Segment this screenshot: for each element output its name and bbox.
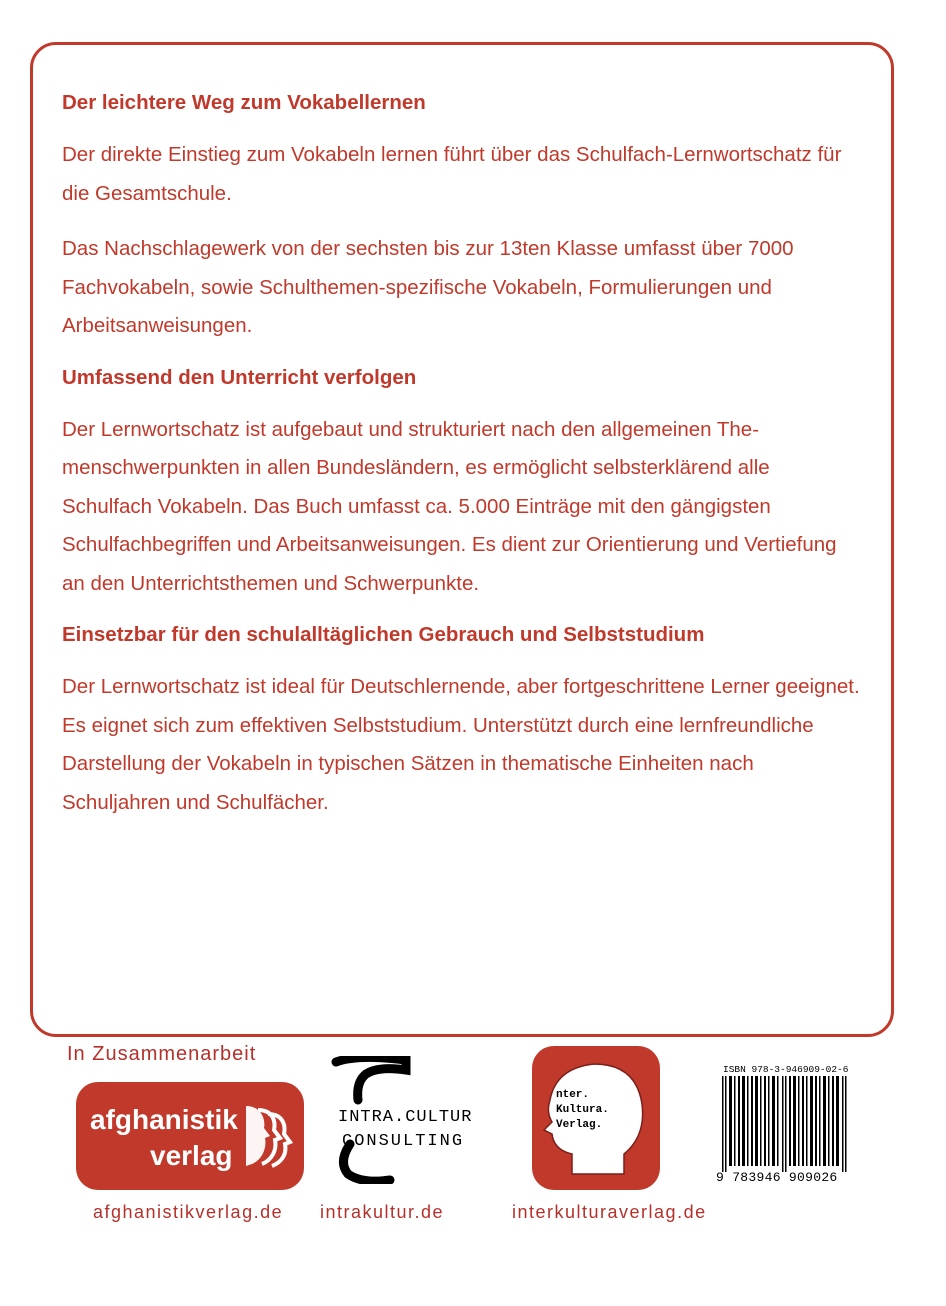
interkultura-line3: Verlag. <box>556 1119 603 1131</box>
isbn-label: ISBN 978-3-946909-02-6 <box>723 1064 849 1075</box>
interkultura-text <box>556 1088 609 1133</box>
barcode-digits: 9 783946 909026 <box>716 1170 838 1185</box>
afghanistik-logo-line1: afghanistik <box>90 1104 238 1135</box>
afghanistik-url-link[interactable]: afghanistikverlag.de <box>93 1202 284 1222</box>
text-content <box>62 88 862 839</box>
interkultura-verlag-logo[interactable] <box>532 1046 660 1190</box>
interkultura-line2: Kultura. <box>556 1104 609 1116</box>
section-2-paragraph-1: Der Lernwortschatz ist aufgebaut und strukturiert nach den allgemeinen Themenschwerpunkten in allen Bundesländern, es ermöglicht selbsterklärend alle Schulfach Vokabeln. Das Buch umfasst ca. 5.000 Einträge mit den gängigsten Schulfachbegriffen und Arbeitsanweisungen. Es dient zur Orientierung und Vertiefung an den Unterrichtsthemen und Schwerpunkte. <box>62 417 837 595</box>
section-1-paragraph-2: Das Nachschlagewerk von der sechsten bis zur 13ten Klasse umfasst über 7000 Fachvokabeln, sowie Schulthemen-spezifische Vokabeln, Formulierungen und Arbeitsanweisungen. <box>62 237 794 337</box>
intra-cultur-consulting-logo[interactable] <box>328 1056 478 1186</box>
isbn-barcode <box>716 1064 856 1192</box>
afghanistik-verlag-logo[interactable] <box>76 1082 304 1190</box>
interkultura-url-link[interactable]: interkulturaverlag.de <box>512 1202 707 1222</box>
afghanistik-logo-line2: verlag <box>150 1140 233 1171</box>
interkultura-line1: nter. <box>556 1089 590 1101</box>
profiles-icon <box>240 1102 296 1172</box>
intrakultur-url-link[interactable]: intrakultur.de <box>320 1202 445 1222</box>
section-heading-3: Einsetzbar für den schulalltäglichen Gebrauch und Selbststudium <box>62 623 705 646</box>
partners-label: In Zusammenarbeit <box>67 1043 257 1065</box>
barcode-bars-icon <box>716 1076 856 1176</box>
section-3-paragraph-1: Der Lernwortschatz ist ideal für Deutschlernende, aber fortgeschrittene Lerner geeignet. Es eignet sich zum effektiven Selbststudium. Unterstützt durch eine lernfreundliche Darstellung der Vokabeln in typischen Sätzen in thematische Einheiten nach Schuljahren und Schulfächer. <box>62 675 860 814</box>
section-1-paragraph-1: Der direkte Einstieg zum Vokabeln lernen führt über das Schulfach-Lernwortschatz für die Gesamtschule. <box>62 143 842 205</box>
section-heading-2: Umfassend den Unterricht verfolgen <box>62 365 417 389</box>
section-heading-1: Der leichtere Weg zum Vokabellernen <box>62 91 426 114</box>
intra-cultur-line2: CONSULTING <box>342 1132 465 1151</box>
intra-cultur-line1: INTRA.CULTUR <box>338 1108 473 1127</box>
